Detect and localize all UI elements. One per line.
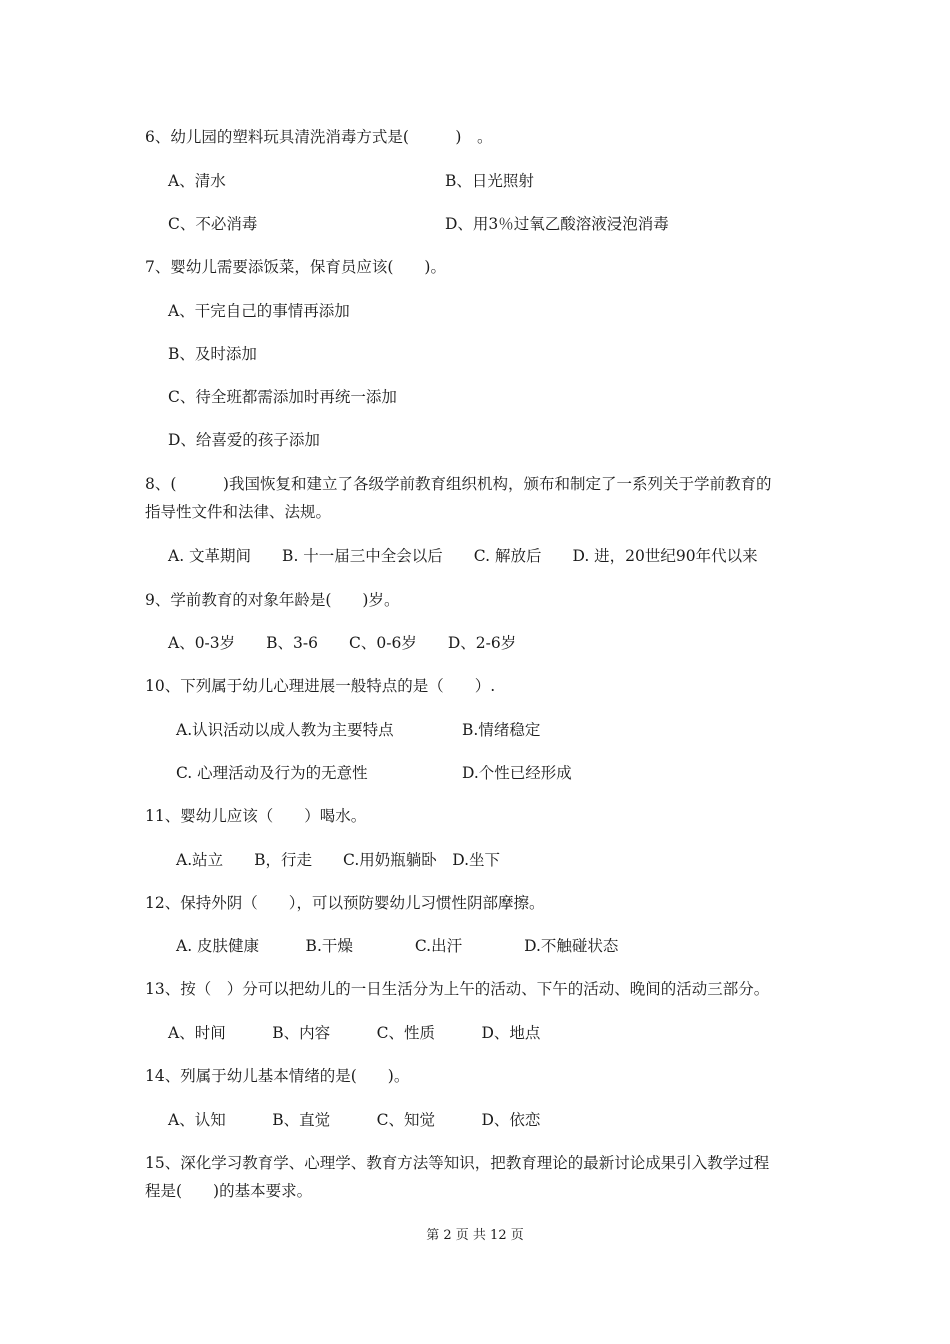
question-7-stem: 7、婴幼儿需要添饭菜，保育员应该( )。 <box>145 258 446 276</box>
question-6-option-c: C、不必消毒 <box>168 215 258 233</box>
question-10-stem: 10、下列属于幼儿心理进展一般特点的是（ ）. <box>145 677 496 695</box>
question-8-options: A. 文革期间 B. 十一届三中全会以后 C. 解放后 D. 进，20世纪90年代以来 <box>168 547 758 565</box>
question-12-stem: 12、保持外阴（ ），可以预防婴幼儿习惯性阴部摩擦。 <box>145 894 545 912</box>
question-10-option-d: D.个性已经形成 <box>462 764 572 782</box>
question-15-stem-line-2: 程是( )的基本要求。 <box>145 1182 313 1200</box>
question-13-options: A、时间 B、内容 C、性质 D、地点 <box>168 1024 541 1042</box>
question-7-option-a: A、干完自己的事情再添加 <box>168 302 350 320</box>
question-6-option-b: B、日光照射 <box>445 172 534 190</box>
question-9-stem: 9、学前教育的对象年龄是( )岁。 <box>145 591 400 609</box>
question-12-options: A. 皮肤健康 B.干燥 C.出汗 D.不触碰状态 <box>176 937 619 955</box>
question-13-stem: 13、按（ ）分可以把幼儿的一日生活分为上午的活动、下午的活动、晚间的活动三部分。 <box>145 980 770 998</box>
question-11-stem: 11、婴幼儿应该（ ）喝水。 <box>145 807 367 825</box>
question-10-option-c: C. 心理活动及行为的无意性 <box>176 764 368 782</box>
question-6-option-a: A、清水 <box>168 172 226 190</box>
question-7-option-b: B、及时添加 <box>168 345 257 363</box>
question-15-stem-line-1: 15、深化学习教育学、心理学、教育方法等知识，把教育理论的最新讨论成果引入教学过程 <box>145 1154 770 1172</box>
question-11-options: A.站立 B，行走 C.用奶瓶躺卧 D.坐下 <box>176 851 501 869</box>
page-footer: 第 2 页 共 12 页 <box>426 1228 524 1243</box>
question-8-stem-line-1: 8、( )我国恢复和建立了各级学前教育组织机构，颁布和制定了一系列关于学前教育的 <box>145 475 772 493</box>
question-7-option-d: D、给喜爱的孩子添加 <box>168 431 320 449</box>
question-14-options: A、认知 B、直觉 C、知觉 D、依恋 <box>168 1111 541 1129</box>
question-10-option-b: B.情绪稳定 <box>462 721 541 739</box>
question-8-stem-line-2: 指导性文件和法律、法规。 <box>145 503 332 521</box>
question-6-option-d: D、用3％过氧乙酸溶液浸泡消毒 <box>445 215 669 233</box>
question-9-options: A、0-3岁 B、3-6 C、0-6岁 D、2-6岁 <box>168 634 517 652</box>
question-6-stem: 6、幼儿园的塑料玩具清洗消毒方式是( ) 。 <box>145 128 493 146</box>
question-14-stem: 14、列属于幼儿基本情绪的是( )。 <box>145 1067 410 1085</box>
question-7-option-c: C、待全班都需添加时再统一添加 <box>168 388 397 406</box>
question-10-option-a: A.认识活动以成人教为主要特点 <box>176 721 394 739</box>
